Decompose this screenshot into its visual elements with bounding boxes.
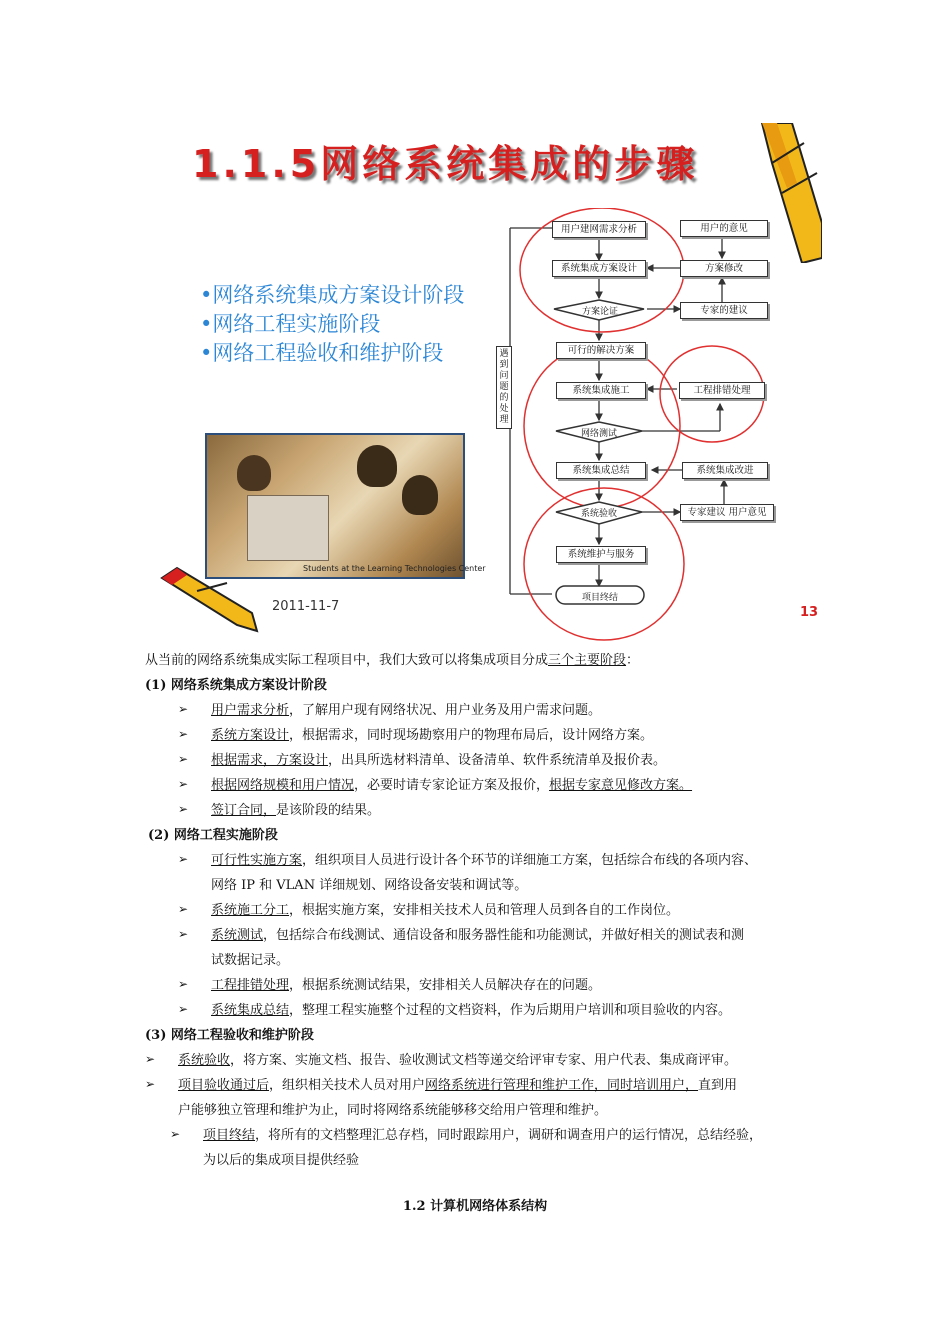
item-underlined: 项目终结 [203,1128,256,1143]
bullet-icon: ➢ [178,902,189,916]
bullet-icon: ➢ [178,777,189,791]
section-2-title: (2) 网络工程实施阶段 [148,828,278,843]
list-item [211,927,744,945]
item-underlined: 根据需求，方案设计 [211,753,329,768]
intro-text: 从当前的网络系统集成实际工程项目中，我们大致可以将集成项目分成 [145,653,549,668]
list-item [211,702,601,720]
item-underlined: 根据网络规模和用户情况 [211,778,355,793]
item-text: 直到用 [698,1078,738,1093]
item-underlined: 用户需求分析 [211,703,290,718]
phase-item: •网络工程实施阶段 [200,312,381,336]
slide-page-number: 13 [800,605,819,620]
bullet-icon: ➢ [178,727,189,741]
list-item [178,1052,737,1070]
bullet-icon: ➢ [178,852,189,866]
item-text: ，根据系统测试结果，安排相关人员解决存在的问题。 [289,978,602,993]
bullet-icon: ➢ [178,702,189,716]
list-item [211,902,679,920]
list-item [203,1127,762,1145]
flow-decision: 网络测试 [580,429,617,439]
list-item [211,852,757,870]
section-1-title: (1) 网络系统集成方案设计阶段 [145,678,327,693]
flow-step: 系统集成总结 [556,462,646,479]
list-item-continuation: 网络 IP 和 VLAN 详细规划、网络设备安装和调试等。 [211,878,528,893]
flow-decision: 方案论证 [581,307,618,317]
flow-step: 用户建网需求分析 [552,221,646,238]
flow-input: 专家建议 用户意见 [680,504,774,521]
item-text: ，组织相关技术人员对用户 [269,1078,426,1093]
bullet-icon: ➢ [178,802,189,816]
item-underlined: 系统方案设计 [211,728,290,743]
list-item-continuation: 试数据记录。 [211,953,290,968]
item-text: ，组织项目人员进行设计各个环节的详细施工方案，包括综合布线的各项内容、 [302,853,758,868]
bullet-icon: ➢ [178,1002,189,1016]
photo-caption: Students at the Learning Technologies Center [303,564,486,573]
flow-step: 可行的解决方案 [556,342,646,359]
item-underlined: 工程排错处理 [211,978,290,993]
item-underlined: 系统测试 [211,928,264,943]
intro-paragraph [145,652,639,670]
list-item [211,752,666,770]
bullet-icon: ➢ [145,1052,156,1066]
item-text: 是该阶段的结果。 [276,803,381,818]
bullet-icon: ➢ [178,752,189,766]
item-text: ，根据需求，同时现场勘察用户的物理布局后，设计网络方案。 [289,728,654,743]
flow-step: 系统集成方案设计 [552,260,646,277]
item-text: ，根据实施方案，安排相关技术人员和管理人员到各自的工作岗位。 [289,903,680,918]
slide-image [142,123,822,643]
list-item [178,1077,737,1095]
slide-date: 2011-11-7 [272,599,340,614]
item-underlined: 签订合同， [211,803,277,818]
item-text: ，必要时请专家论证方案及报价， [354,778,550,793]
flow-side-label: 遇到问题的处理 [496,346,512,429]
phase-list [200,281,464,368]
section-3-title: (3) 网络工程验收和维护阶段 [145,1028,314,1043]
section-heading: 1.2 计算机网络体系结构 [402,1199,548,1214]
item-underlined: 系统施工分工 [211,903,290,918]
item-text: ，出具所选材料清单、设备清单、软件系统清单及报价表。 [328,753,667,768]
list-item [211,1002,731,1020]
person-shape [237,455,271,491]
flow-terminal: 项目终结 [581,593,618,603]
item-underlined: 网络系统进行管理和维护工作，同时培训用户， [425,1078,699,1093]
item-text: ，将所有的文档整理汇总存档，同时跟踪用户，调研和调查用户的运行情况，总结经验， [255,1128,763,1143]
flow-input: 工程排错处理 [679,382,765,399]
item-text: ，整理工程实施整个过程的文档资料，作为后期用户培训和项目验收的内容。 [289,1003,732,1018]
flow-step: 系统维护与服务 [556,546,646,563]
bullet-icon: ➢ [170,1127,181,1141]
flowchart [492,208,822,643]
list-item-continuation: 户能够独立管理和维护为止，同时将网络系统能够移交给用户管理和维护。 [178,1103,608,1118]
item-underlined: 根据专家意见修改方案。 [549,778,693,793]
bullet-icon: ➢ [145,1077,156,1091]
list-item [211,777,692,795]
monitor-shape [247,495,329,561]
item-underlined: 系统验收 [178,1053,231,1068]
item-underlined: 项目验收通过后 [178,1078,270,1093]
bullet-icon: ➢ [178,977,189,991]
bullet-icon: ➢ [178,927,189,941]
flowchart-lines [492,208,822,643]
item-text: ，将方案、实施文档、报告、验收测试文档等递交给评审专家、用户代表、集成商评审。 [230,1053,738,1068]
phase-item: •网络工程验收和维护阶段 [200,341,444,365]
flow-decision: 系统验收 [580,509,617,519]
item-text: ，了解用户现有网络状况、用户业务及用户需求问题。 [289,703,602,718]
flow-input: 专家的建议 [680,302,768,319]
item-underlined: 可行性实施方案 [211,853,303,868]
item-text: ，包括综合布线测试、通信设备和服务器性能和功能测试，并做好相关的测试表和测 [263,928,745,943]
person-shape [402,475,438,515]
flow-step: 系统集成施工 [556,382,646,399]
list-item [211,802,380,820]
list-item [211,727,653,745]
flow-input: 用户的意见 [680,220,768,237]
flow-input: 方案修改 [680,260,768,277]
intro-underlined: 三个主要阶段 [548,653,627,668]
phase-item: •网络系统集成方案设计阶段 [200,283,465,307]
person-shape [357,445,397,487]
flow-input: 系统集成改进 [682,462,768,479]
list-item-continuation: 为以后的集成项目提供经验 [203,1153,360,1168]
intro-text: ： [626,653,640,668]
pencil-icon [157,563,267,633]
students-photo [205,433,486,579]
item-underlined: 系统集成总结 [211,1003,290,1018]
slide-title: 1.1.5网络系统集成的步骤 [192,142,699,186]
list-item [211,977,601,995]
